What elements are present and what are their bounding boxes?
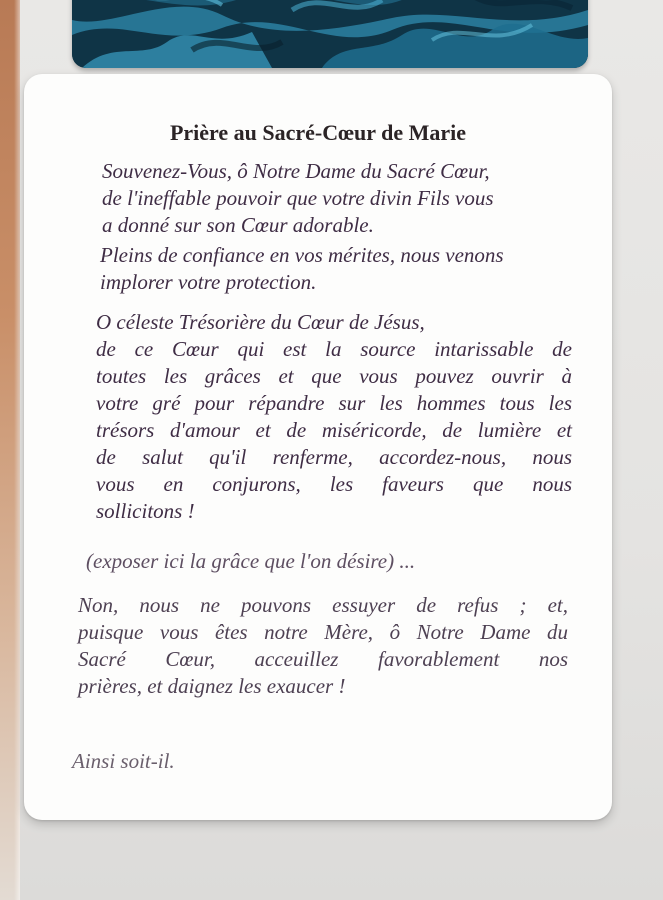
prayer-line: de salut qu'il renferme, accordez-nous, nous bbox=[96, 445, 572, 469]
prayer-title: Prière au Sacré-Cœur de Marie bbox=[169, 120, 467, 145]
holy-image-card bbox=[72, 0, 588, 68]
prayer-line: de l'ineffable pouvoir que votre divin Fils vous bbox=[102, 186, 494, 210]
prayer-line: Pleins de confiance en vos mérites, nous venons bbox=[100, 243, 504, 267]
prayer-card bbox=[24, 74, 612, 820]
prayer-paragraph-4 bbox=[86, 548, 506, 575]
book-edge bbox=[0, 0, 20, 900]
prayer-line: Souvenez-Vous, ô Notre Dame du Sacré Cœur, bbox=[102, 159, 490, 183]
prayer-paragraph-2 bbox=[100, 242, 570, 296]
prayer-line: toutes les grâces et que vous pouvez ouvrir à bbox=[96, 364, 572, 388]
prayer-line: O céleste Trésorière du Cœur de Jésus, bbox=[96, 310, 425, 334]
prayer-line: de ce Cœur qui est la source intarissable de bbox=[96, 337, 572, 361]
prayer-line: vous en conjurons, les faveurs que nous bbox=[96, 472, 572, 496]
prayer-paragraph-5 bbox=[78, 592, 568, 700]
prayer-line: a donné sur son Cœur adorable. bbox=[102, 213, 374, 237]
prayer-line: puisque vous êtes notre Mère, ô Notre Dame du bbox=[78, 620, 568, 644]
prayer-line: implorer votre protection. bbox=[100, 270, 317, 294]
prayer-line: Ainsi soit-il. bbox=[72, 749, 175, 773]
prayer-line: sollicitons ! bbox=[96, 499, 195, 523]
prayer-line: votre gré pour répandre sur les hommes tous les bbox=[96, 391, 572, 415]
prayer-line: trésors d'amour et de miséricorde, de lumière et bbox=[96, 418, 572, 442]
blue-robe-artwork bbox=[72, 0, 588, 68]
prayer-line: prières, et daignez les exaucer ! bbox=[78, 674, 346, 698]
prayer-line: (exposer ici la grâce que l'on désire) ... bbox=[86, 549, 416, 573]
prayer-line: Sacré Cœur, acceuillez favorablement nos bbox=[78, 647, 568, 671]
prayer-paragraph-1 bbox=[102, 158, 562, 239]
prayer-paragraph-6 bbox=[72, 748, 372, 775]
prayer-line: Non, nous ne pouvons essuyer de refus ; et, bbox=[78, 593, 568, 617]
prayer-paragraph-3 bbox=[96, 309, 572, 525]
